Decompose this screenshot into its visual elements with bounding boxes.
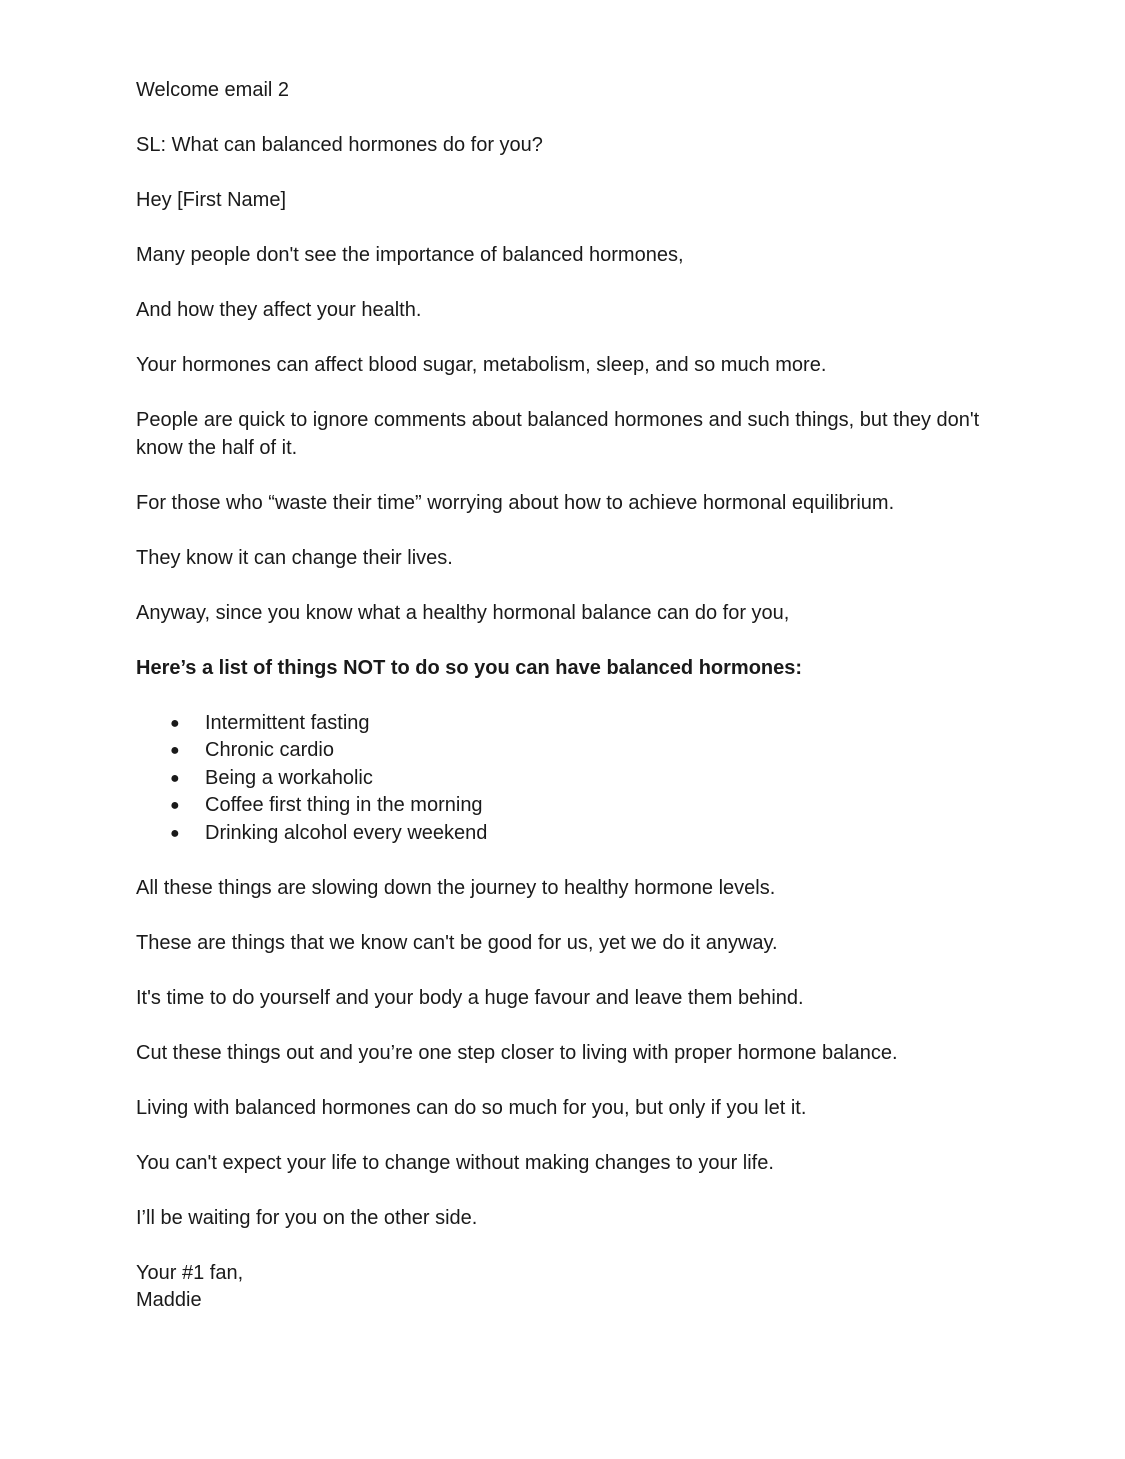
bullet-icon: ● xyxy=(170,824,180,842)
list-heading: Here’s a list of things NOT to do so you can have balanced hormones: xyxy=(136,656,803,679)
paragraph: Living with balanced hormones can do so much for you, but only if you let it. xyxy=(136,1096,807,1119)
paragraph: Anyway, since you know what a healthy hormonal balance can do for you, xyxy=(136,601,790,624)
signoff: Your #1 fan, xyxy=(136,1261,244,1284)
bullet-list xyxy=(136,710,986,848)
paragraph: And how they affect your health. xyxy=(136,299,422,321)
signature-name: Maddie xyxy=(136,1289,202,1311)
list-item-text: Drinking alcohol every weekend xyxy=(205,821,488,844)
paragraph: All these things are slowing down the journey to healthy hormone levels. xyxy=(136,876,776,899)
bullet-icon: ● xyxy=(170,714,180,732)
list-item xyxy=(136,737,986,765)
bullet-icon: ● xyxy=(170,797,180,814)
paragraph: Your hormones can affect blood sugar, metabolism, sleep, and so much more. xyxy=(136,354,827,376)
paragraph: You can't expect your life to change without making changes to your life. xyxy=(136,1151,774,1174)
greeting: Hey [First Name] xyxy=(136,189,287,211)
list-item-text: Intermittent fasting xyxy=(205,711,370,734)
list-item xyxy=(136,792,986,820)
list-item-text: Chronic cardio xyxy=(205,739,334,761)
list-item xyxy=(136,765,986,793)
paragraph: They know it can change their lives. xyxy=(136,546,453,569)
paragraph: People are quick to ignore comments about balanced hormones and such things, but they don't know the half of it. xyxy=(136,409,980,459)
subject-line: SL: What can balanced hormones do for you? xyxy=(136,134,543,156)
paragraph: These are things that we know can't be good for us, yet we do it anyway. xyxy=(136,931,778,954)
paragraph: I’ll be waiting for you on the other side. xyxy=(136,1206,478,1229)
list-item xyxy=(136,820,986,848)
paragraph: Cut these things out and you’re one step closer to living with proper hormone balance. xyxy=(136,1041,898,1064)
document-page xyxy=(136,77,986,1315)
list-item-text: Coffee first thing in the morning xyxy=(205,794,483,816)
bullet-icon: ● xyxy=(170,769,180,787)
paragraph: Many people don't see the importance of balanced hormones, xyxy=(136,244,684,266)
list-item-text: Being a workaholic xyxy=(205,766,373,789)
list-item xyxy=(136,710,986,738)
bullet-icon: ● xyxy=(170,742,180,759)
paragraph: It's time to do yourself and your body a huge favour and leave them behind. xyxy=(136,986,804,1009)
paragraph: For those who “waste their time” worrying about how to achieve hormonal equilibrium. xyxy=(136,491,895,514)
document-title: Welcome email 2 xyxy=(136,79,290,101)
